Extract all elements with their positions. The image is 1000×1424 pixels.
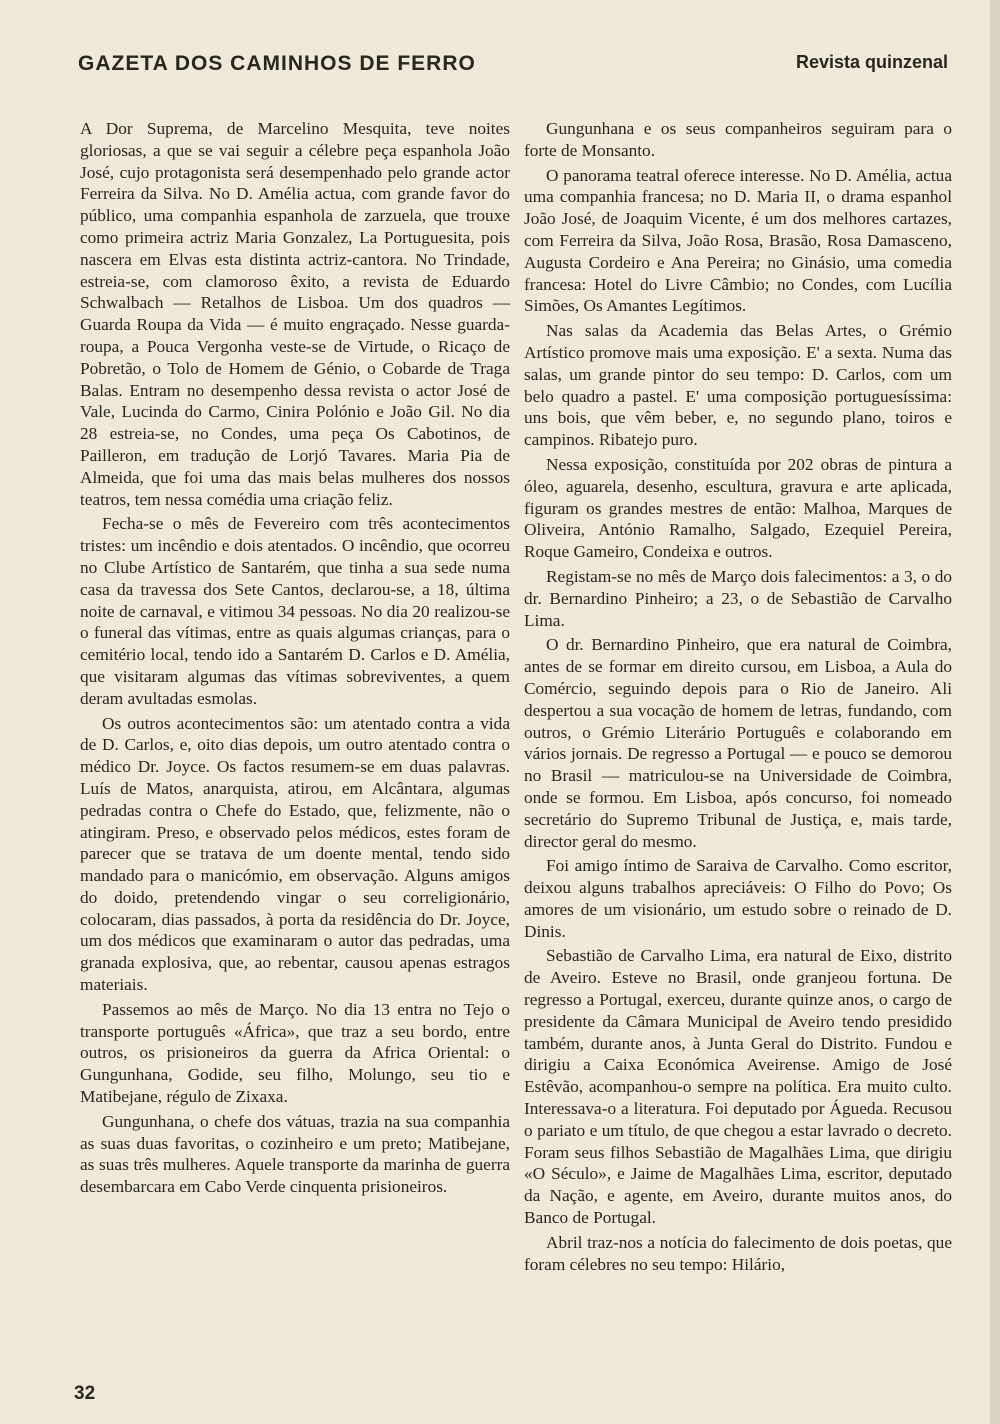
- right-column: [524, 118, 952, 1278]
- paragraph: Nas salas da Academia das Belas Artes, o Grémio Artístico promove mais uma exposição. E' a sexta. Numa das salas, um grande pintor do seu tempo: D. Carlos, com um belo quadro a pastel. E' uma composição portuguesíssima: uns bois, que vêm beber, e, no segundo plano, toiros e campinos. Ribatejo puro.: [524, 321, 952, 450]
- page-header: [78, 52, 948, 86]
- paragraph: Gungunhana, o chefe dos vátuas, trazia na sua companhia as suas duas favoritas, o cozinheiro e um preto; Matibejane, as suas três mulheres. Aquele transporte da marinha de guerra desembarcara em Cabo Verde cinquenta prisioneiros.: [80, 1111, 510, 1197]
- paragraph: Nessa exposição, constituída por 202 obras de pintura a óleo, aguarela, desenho, escultura, gravura e arte aplicada, figuram os grandes mestres de então: Malhoa, Marques de Oliveira, António Ramalho, Salgado, Ezequiel Pereira, Roque Gameiro, Condeixa e outros.: [524, 454, 952, 562]
- paragraph: O panorama teatral oferece interesse. No D. Amélia, actua uma companhia francesa; no D. Maria II, o drama espanhol João José, de Joaquim Vicente, é um dos melhores cartazes, com Ferreira da Silva, João Rosa, Brasão, Rosa Damasceno, Augusta Cordeiro e Ana Pereira; no Ginásio, uma comedia francesa: Hotel do Livre Câmbio; no Condes, com Lucília Simões, Os Amantes Legítimos.: [524, 165, 952, 316]
- journal-title: GAZETA DOS CAMINHOS DE FERRO: [78, 52, 476, 75]
- page-number: 32: [74, 1383, 96, 1404]
- paragraph: Sebastião de Carvalho Lima, era natural de Eixo, distrito de Aveiro. Esteve no Brasil, onde granjeou fortuna. De regresso a Portugal, exerceu, durante quinze anos, o cargo de presidente da Câmara Municipal de Aveiro tendo presidido também, durante anos, à Junta Geral do Distrito. Fundou e dirigiu a Caixa Económica Aveirense. Amigo de José Estêvão, acompanhou-o sempre na política. Era muito culto. Interessava-o a literatura. Foi deputado por Águeda. Recusou o pariato e um título, de que chegou a estar lavrado o decreto. Foram seus filhos Sebastião de Magalhães Lima, que dirigiu «O Século», e Jaime de Magalhães Lima, escritor, deputado da Nação, e agente, em Aveiro, durante muitos anos, do Banco de Portugal.: [524, 946, 952, 1228]
- left-column: [80, 118, 510, 1201]
- paragraph: Passemos ao mês de Março. No dia 13 entra no Tejo o transporte português «África», que traz a seu bordo, entre outros, os prisioneiros da guerra da Africa Oriental: o Gungunhana, Godide, seu filho, Molungo, seu tio e Matibejane, régulo de Zixaxa.: [80, 999, 510, 1107]
- paragraph: Fecha-se o mês de Fevereiro com três acontecimentos tristes: um incêndio e dois atentados. O incêndio, que ocorreu no Clube Artístico de Santarém, que tinha a sua sede numa casa da travessa dos Sete Cantos, declarou-se, a 18, última noite de carnaval, e vitimou 34 pessoas. No dia 20 realizou-se o funeral das vítimas, entre as quais algumas crianças, para o cemitério local, tendo ido a Santarém D. Carlos e D. Amélia, que visitaram algumas das vítimas sobreviventes, a quem deram avultadas esmolas.: [80, 514, 510, 708]
- paragraph: O dr. Bernardino Pinheiro, que era natural de Coimbra, antes de se formar em direito cursou, em Lisboa, a Aula do Comércio, seguindo depois para o Rio de Janeiro. Ali despertou a sua vocação de homem de letras, fundando, com outros, o Grémio Literário Português e colaborando em vários jornais. De regresso a Portugal — e pouco se demorou no Brasil — matriculou-se na Universidade de Coimbra, onde se formou. Em Lisboa, após concurso, foi nomeado secretário do Supremo Tribunal de Justiça, e, mais tarde, director geral do mesmo.: [524, 635, 952, 851]
- paragraph: Gungunhana e os seus companheiros seguiram para o forte de Monsanto.: [524, 119, 952, 160]
- paragraph: Os outros acontecimentos são: um atentado contra a vida de D. Carlos, e, oito dias depois, um outro atentado contra o médico Dr. Joyce. Os factos resumem-se em duas palavras. Luís de Matos, anarquista, atirou, em Alcântara, algumas pedradas contra o Chefe do Estado, que, felizmente, não o atingiram. Preso, e observado pelos médicos, estes foram de parecer que se tratava de um doente mental, tendo sido mandado para o manicómio, em observação. Alguns amigos do doido, pretendendo vingar o seu correligionário, colocaram, dias passados, à porta da residência do Dr. Joyce, um dos médicos que examinaram o autor das pedradas, uma granada explosiva, que, ao rebentar, causou apenas estragos materiais.: [80, 713, 510, 995]
- paragraph: Foi amigo íntimo de Saraiva de Carvalho. Como escritor, deixou alguns trabalhos apreciáveis: O Filho do Povo; Os amores de um visionário, um estudo sobre o reinado de D. Dinis.: [524, 856, 952, 941]
- paragraph: Abril traz-nos a notícia do falecimento de dois poetas, que foram célebres no seu tempo: Hilário,: [524, 1232, 952, 1274]
- journal-subtitle: Revista quinzenal: [795, 52, 948, 72]
- paragraph: A Dor Suprema, de Marcelino Mesquita, teve noites gloriosas, a que se vai seguir a célebre peça espanhola João José, cujo protagonista será desempenhado pelo grande actor Ferreira da Silva. No D. Amélia actua, com grande favor do público, uma companhia espanhola de zarzuela, que trouxe como primeira actriz Maria Gonzalez, La Portuguesita, pois nascera em Elvas esta distinta actriz-cantora. No Trindade, estreia-se, com clamoroso êxito, a revista de Eduardo Schwalbach — Retalhos de Lisboa. Um dos quadros — Guarda Roupa da Vida — é muito engraçado. Nesse guarda-roupa, a Pouca Vergonha veste-se de Virtude, o Ricaço de Pobretão, o Tolo de Homem de Génio, o Cobarde de Traga Balas. Entram no desempenho dessa revista o actor José de Vale, Lucinda do Carmo, Cinira Polónio e João Gil. No dia 28 estreia-se, no Condes, uma peça Os Cabotinos, de Pailleron, em tradução de Lorjó Tavares. Maria Pia de Almeida, que foi uma das mais belas mulheres dos nossos teatros, tem nessa comédia uma criação feliz.: [80, 119, 510, 509]
- paragraph: Registam-se no mês de Março dois falecimentos: a 3, o do dr. Bernardino Pinheiro; a 23, o de Sebastião de Carvalho Lima.: [524, 566, 952, 630]
- page-edge: [990, 0, 1000, 1424]
